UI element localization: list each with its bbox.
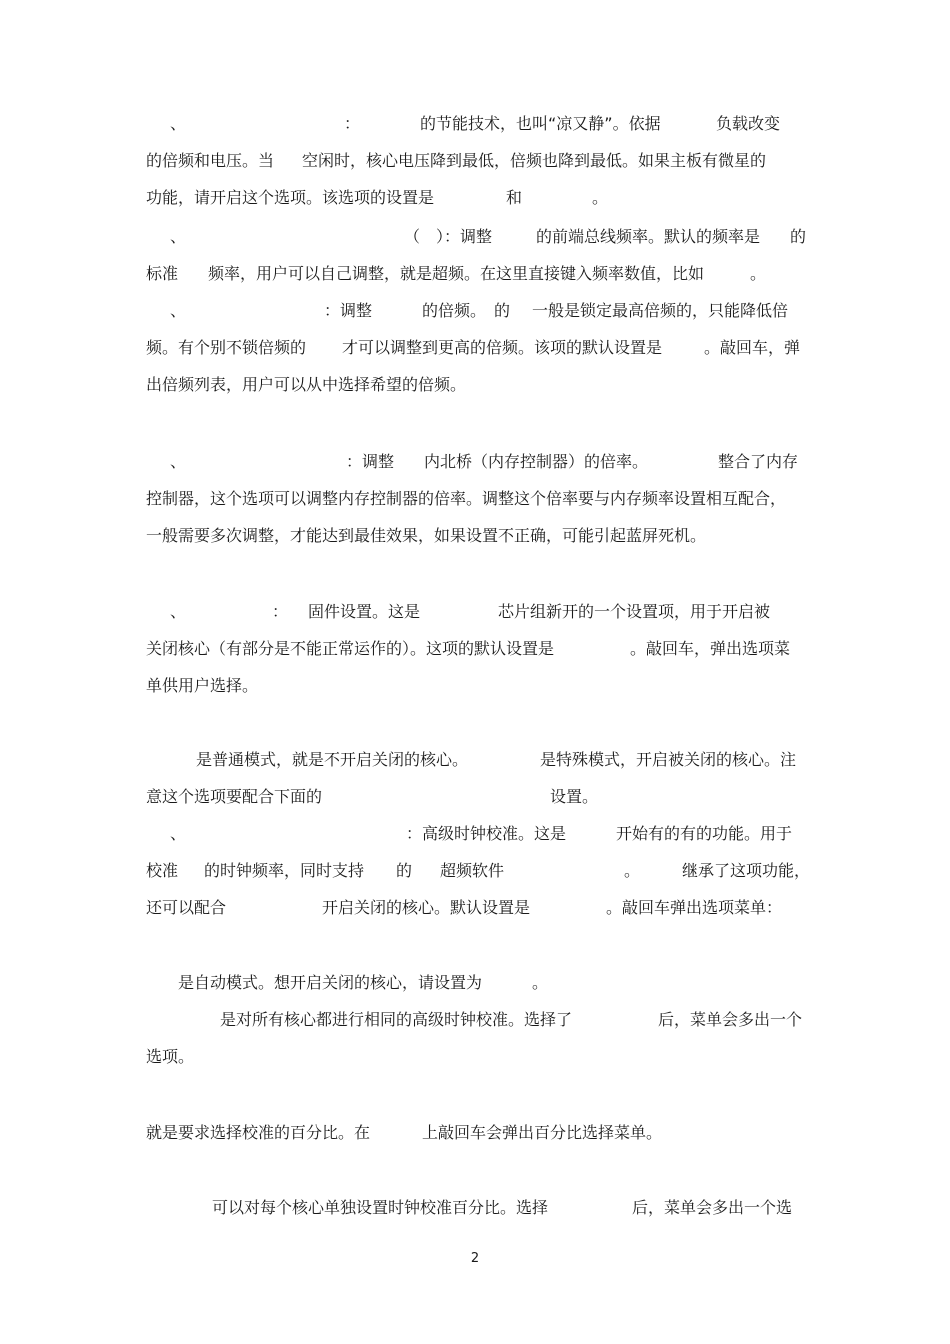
text-fragment: 。 (592, 188, 609, 207)
text-fragment: 、 (170, 301, 187, 320)
text-fragment: 开启关闭的核心。默认设置是 (322, 898, 531, 917)
text-fragment: 固件设置。这是 (308, 602, 421, 621)
text-fragment: 芯片组新开的一个设置项，用于开启被 (498, 602, 771, 621)
text-fragment: 校准 (146, 861, 179, 880)
text-fragment: 还可以配合 (146, 898, 227, 917)
text-fragment: 、 (170, 824, 187, 843)
text-fragment: 和 (506, 188, 523, 207)
text-fragment: 超频软件 (440, 861, 505, 880)
text-fragment: 单供用户选择。 (146, 676, 259, 695)
text-fragment: 标准 (146, 264, 179, 283)
text-fragment: 意这个选项要配合下面的 (146, 787, 323, 806)
text-fragment: ：调整 (324, 301, 373, 320)
text-fragment: 出倍频列表，用户可以从中选择希望的倍频。 (146, 375, 467, 394)
text-fragment: 、 (170, 114, 187, 133)
text-fragment: 整合了内存 (718, 452, 799, 471)
text-fragment: 频。有个别不锁倍频的 (146, 338, 307, 357)
text-fragment: 的前端总线频率。默认的频率是 (536, 227, 761, 246)
text-fragment: 。 (750, 264, 767, 283)
text-fragment: 的倍频和电压。当 (146, 151, 275, 170)
text-fragment: ：调整 (346, 452, 395, 471)
text-fragment: （ (404, 227, 421, 246)
text-fragment: 上敲回车会弹出百分比选择菜单。 (422, 1123, 663, 1142)
text-fragment: 是自动模式。想开启关闭的核心，请设置为 (178, 973, 483, 992)
text-fragment: ： (272, 602, 289, 621)
text-fragment: 后，菜单会多出一个 (658, 1010, 803, 1029)
text-fragment: 频率，用户可以自己调整，就是超频。在这里直接键入频率数值，比如 (208, 264, 705, 283)
text-fragment: ： (344, 114, 361, 133)
text-fragment: 的节能技术，也叫“凉又静”。依据 (420, 114, 661, 133)
text-fragment: ）：调整 (436, 227, 493, 246)
text-fragment: 。 (532, 973, 549, 992)
text-fragment: 开始有的有的功能。用于 (616, 824, 793, 843)
text-fragment: 、 (170, 602, 187, 621)
text-fragment: 一般需要多次调整，才能达到最佳效果，如果设置不正确，可能引起蓝屏死机。 (146, 526, 707, 545)
text-fragment: 继承了这项功能， (682, 861, 811, 880)
text-fragment: 才可以调整到更高的倍频。该项的默认设置是 (342, 338, 663, 357)
text-fragment: 。敲回车弹出选项菜单： (606, 898, 783, 917)
text-fragment: 、 (170, 452, 187, 471)
text-fragment: 。 (624, 861, 641, 880)
text-fragment: 控制器，这个选项可以调整内存控制器的倍率。调整这个倍率要与内存频率设置相互配合， (146, 489, 787, 508)
text-fragment: 选项。 (146, 1047, 195, 1066)
text-fragment: 负载改变 (716, 114, 781, 133)
text-fragment: 是对所有核心都进行相同的高级时钟校准。选择了 (220, 1010, 573, 1029)
text-fragment: 设置。 (550, 787, 599, 806)
text-fragment: 关闭核心（有部分是不能正常运作的）。这项的默认设置是 (146, 639, 555, 658)
text-fragment: ：高级时钟校准。这是 (406, 824, 567, 843)
text-fragment: 内北桥（内存控制器）的倍率。 (424, 452, 649, 471)
text-fragment: 一般是锁定最高倍频的，只能降低倍 (532, 301, 789, 320)
text-fragment: 。敲回车，弹 (704, 338, 801, 357)
text-fragment: 。敲回车，弹出选项菜 (630, 639, 791, 658)
text-fragment: 后，菜单会多出一个选 (632, 1198, 793, 1217)
text-fragment: 功能，请开启这个选项。该选项的设置是 (146, 188, 435, 207)
text-fragment: 可以对每个核心单独设置时钟校准百分比。选择 (212, 1198, 549, 1217)
text-fragment: 是特殊模式，开启被关闭的核心。注 (540, 750, 797, 769)
text-fragment: 的 (494, 301, 511, 320)
page-number: 2 (470, 1251, 480, 1266)
text-fragment: 的 (790, 227, 807, 246)
text-fragment: 的时钟频率，同时支持 (204, 861, 365, 880)
text-fragment: 、 (170, 227, 187, 246)
text-fragment: 的 (396, 861, 413, 880)
text-fragment: 空闲时，核心电压降到最低，倍频也降到最低。如果主板有微星的 (302, 151, 767, 170)
text-fragment: 的倍频。 (422, 301, 487, 320)
text-fragment: 是普通模式，就是不开启关闭的核心。 (196, 750, 469, 769)
text-fragment: 就是要求选择校准的百分比。在 (146, 1123, 371, 1142)
